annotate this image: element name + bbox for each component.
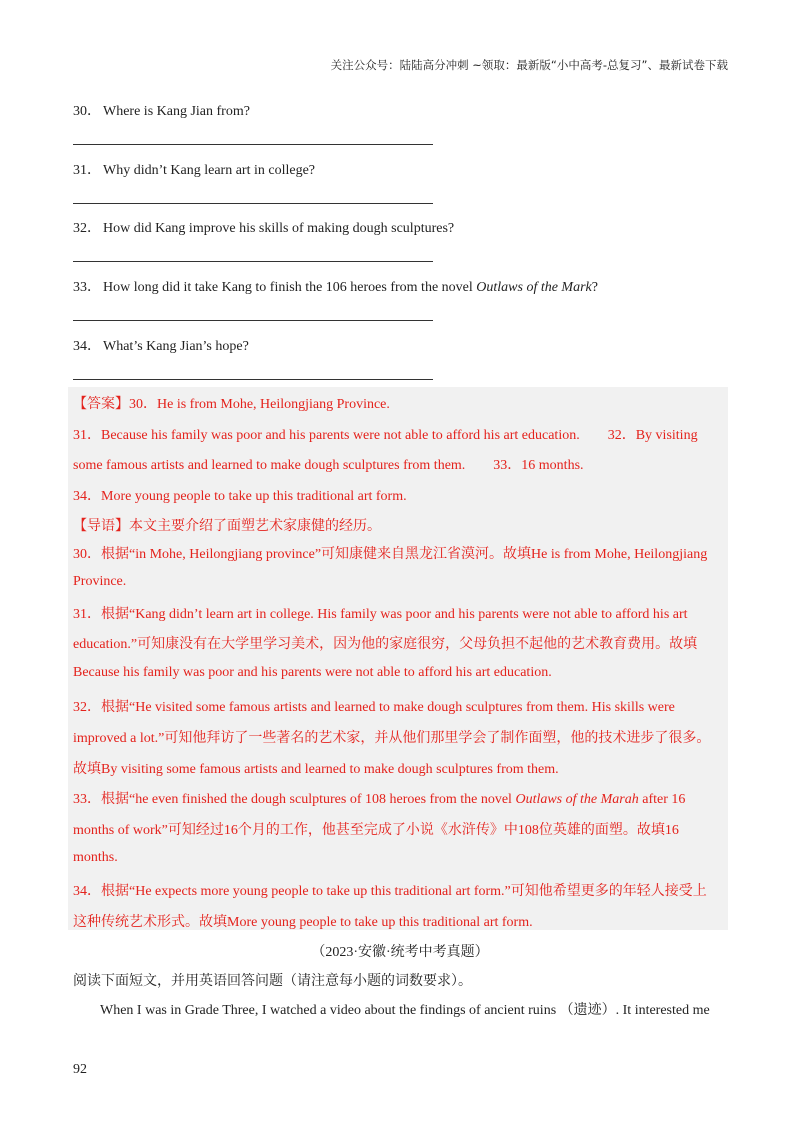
explanation-line: improved a lot.”可知他拜访了一些著名的艺术家，并从他们那里学会了制作面塑，他的技术进步了很多。 [73, 731, 711, 746]
guide-line: 【导语】本文主要介绍了面塑艺术家康健的经历。 [73, 519, 381, 534]
instruction: 阅读下面短文，并用英语回答问题（请注意每小题的词数要求）。 [73, 974, 472, 989]
explanation-line: education.”可知康没有在大学里学习美术，因为他的家庭很穷，父母负担不起他的艺术教育费用。故填 [73, 637, 698, 652]
passage-paragraph: When I was in Grade Three, I watched a video about the findings of ancient ruins （遗迹）. It interested me [100, 1003, 710, 1018]
explanation-line: 这种传统艺术形式。故填More young people to take up this traditional art form. [73, 915, 533, 930]
page-header: 关注公众号：陆陆高分冲刺 ~领取：最新版“小中高考-总复习”、最新试卷下载 [330, 58, 728, 72]
explanation-line: 32．根据“He visited some famous artists and learned to make dough sculptures from them. His skills were [73, 700, 675, 715]
explanation-line: months of work”可知经过16个月的工作，他甚至完成了小说《水浒传》中108位英雄的面塑。故填16 [73, 823, 679, 838]
answer-line: some famous artists and learned to make dough sculptures from them. 33．16 months. [73, 458, 584, 473]
explanation-line: Because his family was poor and his parents were not able to afford his art education. [73, 665, 552, 680]
answer-line-33 [73, 320, 433, 321]
answer-line: 31．Because his family was poor and his parents were not able to afford his art education. 32．By visiting [73, 428, 698, 443]
explanation-line: Province. [73, 574, 127, 589]
explanation-line: 34．根据“He expects more young people to take up this traditional art form.”可知他希望更多的年轻人接受上 [73, 884, 707, 899]
answer-line: 【答案】30．He is from Mohe, Heilongjiang Province. [73, 397, 390, 412]
source-label: （2023·安徽·统考中考真题） [311, 945, 489, 960]
answer-line: 34．More young people to take up this traditional art form. [73, 489, 407, 504]
answer-line-30 [73, 144, 433, 145]
answer-line-34 [73, 379, 433, 380]
explanation-line: 31．根据“Kang didn’t learn art in college. His family was poor and his parents were not able to afford his art [73, 607, 688, 622]
question-33: 33． How long did it take Kang to finish the 106 heroes from the novel Outlaws of the Mark? [73, 280, 598, 295]
answer-line-32 [73, 261, 433, 262]
explanation-line: 30．根据“in Mohe, Heilongjiang province”可知康健来自黑龙江省漠河。故填He is from Mohe, Heilongjiang [73, 547, 708, 562]
page-number: 92 [73, 1062, 87, 1077]
question-32: 32． How did Kang improve his skills of making dough sculptures? [73, 221, 455, 236]
explanation-line: 33．根据“he even finished the dough sculptures of 108 heroes from the novel Outlaws of the Marah after 16 [73, 792, 686, 807]
question-30: 30． Where is Kang Jian from? [73, 104, 250, 119]
explanation-line: 故填By visiting some famous artists and learned to make dough sculptures from them. [73, 762, 559, 777]
question-34: 34． What’s Kang Jian’s hope? [73, 339, 249, 354]
explanation-line: months. [73, 850, 118, 865]
answer-line-31 [73, 203, 433, 204]
question-31: 31． Why didn’t Kang learn art in college? [73, 163, 315, 178]
